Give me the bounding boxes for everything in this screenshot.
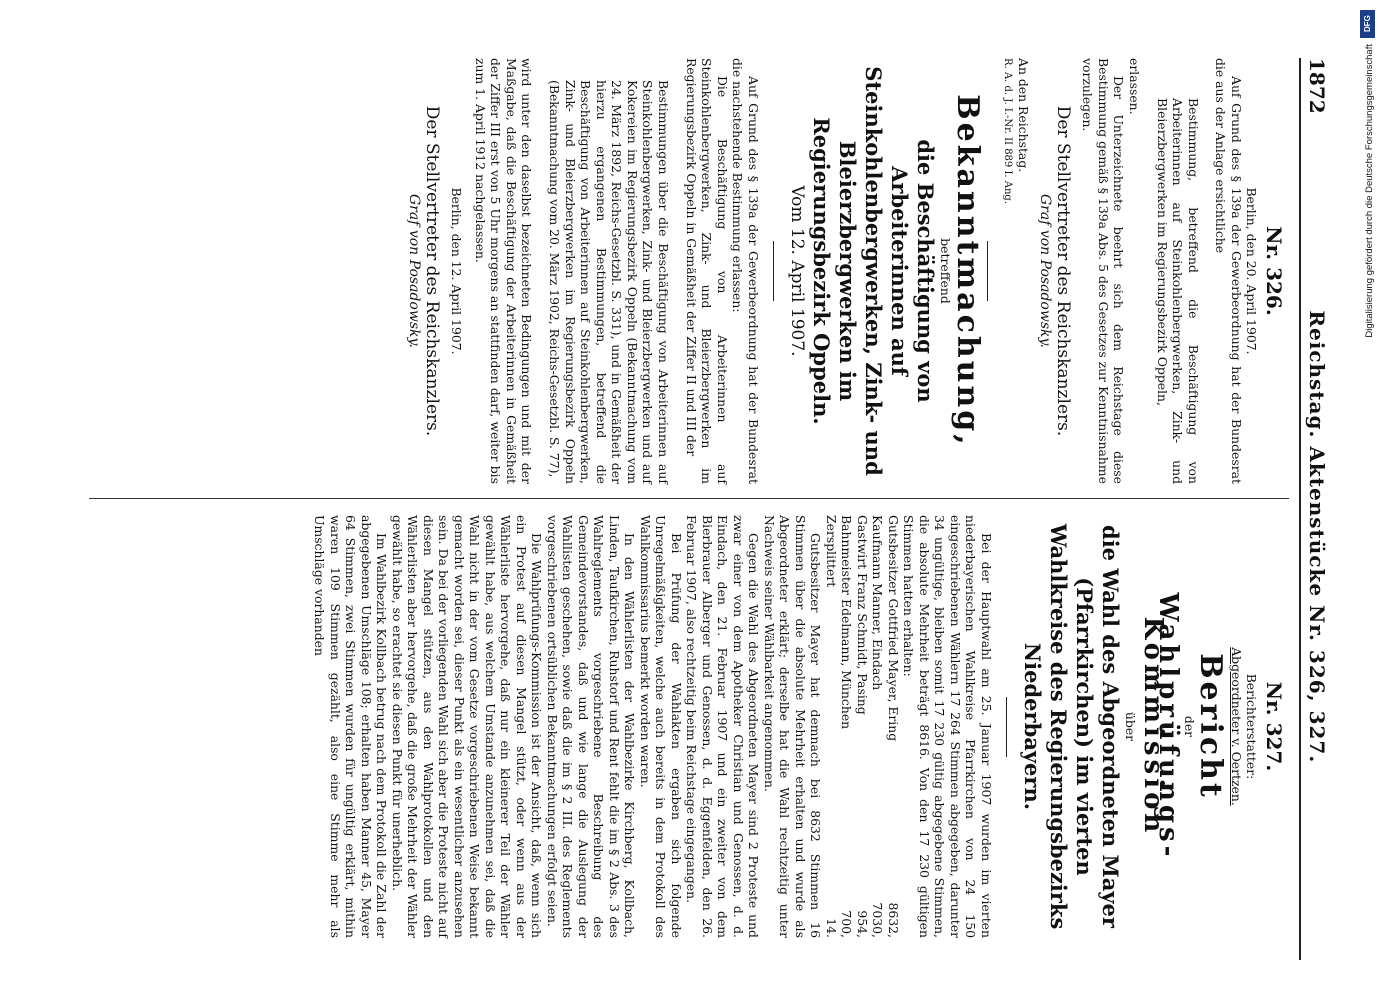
paragraph: Auf Grund des § 139a der Gewerbeordnung hat der Bundesrat die aus der Anlage ersichtliche xyxy=(1213,58,1244,484)
announcement-subject: die Beschäftigung von Arbeiterinnen auf Steinkohlenbergwerken, Zink- und Bleierzbergwerken im Regierungsbezirk Oppeln. xyxy=(808,66,938,476)
paragraph: Gegen die Wahl des Abgeordneten Mayer sind 2 Proteste und zwar einer von dem Apotheker Christian und Genossen, d. d. Eindach, den 21. Februar 1907 und ein zweiter von dem Bierbrauer Alberger und Genossen, d. d. Eggenfelden, den 26. Februar 1907, also rechtzeitig beim Reichstage eingegangen. xyxy=(684,515,762,938)
paragraph: Die Wahlprüfungs-Kommission ist der Ansicht, daß, wenn sich ein Protest auf diesen Mangel stützt, oder wenn aus der Wählerliste hervorgehe, daß nur ein kleinerer Teil der Wähler gewählt habe, aus welchem Umstande anzunehmen sei, daß die Wahl nicht in der vom Gesetze vorgeschriebenen Weise bekannt gemacht worden sei, dieser Punkt als ein wesentlicher anzusehen sein. Da bei der vorliegenden Wahl sich aber die Proteste nicht auf diesen Mangel stützen, aus den Wahlprotokollen und den Wählerlisten aber hervorgehe, daß die große Mehrheit der Wähler gewählt habe, so erachtet sie diesen Punkt für unerheblich. xyxy=(390,515,545,938)
divider xyxy=(773,241,774,301)
paragraph: Im Wahlbezirk Kollbach betrug nach dem Protokoll die Zahl der abgegebenen Umschläge 108; erhalten haben Manner 45, Mayer 64 Stimmen, zwei Stimmen wurden für ungültig erklärt, mithin waren 109 Stimmen gezählt, also eine Stimme mehr als Umschläge vorhanden xyxy=(312,515,390,938)
vote-row xyxy=(839,515,855,938)
addressee: An den Reichstag. xyxy=(1015,58,1031,173)
vote-count: 700, xyxy=(839,910,855,938)
page-header xyxy=(1305,58,1339,960)
vote-count: 954, xyxy=(855,910,870,938)
vote-row xyxy=(855,515,871,938)
page-number: 1872 xyxy=(1305,58,1329,114)
paragraph: Der Unterzeichnete beehrt sich dem Reichstage diese Bestimmung gemäß § 139a Abs. 5 des Gesetzes zur Kenntnisnahme vorzulegen. xyxy=(1080,58,1127,484)
candidate-name: Gastwirt Franz Schmidt, Pasing xyxy=(855,515,870,715)
reference-number: R. A. d. J. I.-Nr. II 889 I. Ang. xyxy=(1002,58,1014,205)
dfg-logo-icon: DFG xyxy=(1360,10,1375,38)
paragraph: Bei Prüfung der Wahlakten ergaben sich folgende Unregelmäßigkeiten, welche auch bereits in dem Protokoll des Wahlkommissarius bemerkt worden waren. xyxy=(638,515,684,938)
announcement-date: Vom 12. April 1907. xyxy=(786,185,807,357)
announcement-title: Bekanntmachung, xyxy=(949,94,985,448)
vote-row xyxy=(870,515,886,938)
signature-title: Der Stellvertreter des Reichskanzlers. xyxy=(421,105,442,437)
candidate-name: Zersplittert xyxy=(824,515,839,588)
paragraph: wird unter den daselbst bezeichneten Bedingungen und mit der Maßgabe, daß die Beschäftigung der Arbeiterinnen in Gemäßheit der Ziffer III erst von 5 Uhr morgens an stattfinden darf, weiter bis zum 1. April 1912 nachgelassen. xyxy=(472,58,535,484)
funding-note: Digitalisierung gefördert durch die Deutsche Forschungsgemeinschaft xyxy=(1364,44,1375,338)
paragraph: Die Beschäftigung von Arbeiterinnen auf Steinkohlenbergwerken, Zink- und Bleierzbergwerken im Regierungsbezirk Oppeln in Gemäßheit der Ziffer II und III der xyxy=(683,58,730,484)
header-rule xyxy=(1299,58,1301,960)
document-number-326: Nr. 326. xyxy=(1262,226,1286,316)
vote-row xyxy=(824,515,840,938)
dateline: Berlin, den 12. April 1907. xyxy=(449,187,465,355)
document-number-327: Nr. 327. xyxy=(1262,681,1286,772)
candidate-name: Kaufmann Manner, Eindach xyxy=(870,515,886,691)
dfg-stamp xyxy=(1359,10,1377,990)
vote-count: 14. xyxy=(824,918,839,938)
divider xyxy=(1006,697,1007,757)
right-column xyxy=(89,498,1289,938)
two-column-body xyxy=(89,58,1289,960)
vote-table xyxy=(824,515,902,938)
vote-count: 8632, xyxy=(886,902,901,938)
paragraph-quoted: Bestimmungen über die Beschäftigung von Arbeiterinnen auf Steinkohlenbergwerken, Zink- und Bleierzbergwerken und auf Kokereien im Regierungsbezirk Oppeln (Bekanntmachung vom 24. März 1892, Reichs-Gesetzbl. S. 331), und in Gemäßheit der hierzu ergangenen Bestimmungen, betreffend die Beschäftigung von Arbeiterinnen auf Steinkohlenbergwerken, Zink- und Bleierzbergwerken im Regierungsbezirk Oppeln (Bekanntmachung vom 20. März 1902, Reichs-Gesetzbl. S. 77), xyxy=(547,80,671,484)
dateline: Berlin, den 20. April 1907. xyxy=(1244,187,1260,355)
report-title: Bericht xyxy=(1193,653,1229,800)
divider xyxy=(987,241,988,301)
vote-row xyxy=(886,515,902,938)
rapporteur-label: Berichterstatter: xyxy=(1244,673,1260,780)
paragraph: Gutsbesitzer Mayer hat demnach bei 8632 Stimmen 16 Stimmen über die absolute Mehrheit erhalten und wurde als Abgeordneter erklärt; derselbe hat die Wahl rechtzeitig unter Nachweis seiner Wählbarkeit angenommen. xyxy=(762,515,824,938)
signature-name: Graf von Posadowsky. xyxy=(406,193,423,348)
vote-count: 7030, xyxy=(870,902,886,938)
left-column xyxy=(89,58,1289,498)
signature-title: Der Stellvertreter des Reichskanzlers. xyxy=(1052,105,1073,437)
paragraph-quoted: Bestimmung, betreffend die Beschäftigung von Arbeiterinnen auf Steinkohlenbergwerken, Zink- und Bleierzbergwerken im Regierungsbezirk Oppeln, xyxy=(1154,98,1201,484)
report-subject: die Wahl des Abgeordneten Mayer (Pfarrkirchen) im vierten Wahlkreise des Regierungsbezirks Niederbayern. xyxy=(1020,523,1123,930)
signature-name: Graf von Posadowsky. xyxy=(1037,193,1054,348)
commission-name: Wahlprüfungs-Kommission xyxy=(1138,592,1184,861)
rapporteur-name: Abgeordneter v. Oertzen. xyxy=(1229,647,1244,806)
candidate-name: Gutsbesitzer Gottfried Mayer, Ering xyxy=(886,515,901,742)
betreffend: betreffend xyxy=(938,238,954,304)
ueber: über xyxy=(1123,711,1139,742)
running-head: Reichstag. Aktenstücke Nr. 326, 327. xyxy=(1305,310,1329,764)
der: der xyxy=(1182,715,1197,738)
paragraph-end: erlassen. xyxy=(1126,58,1142,115)
candidate-name: Bahnmeister Edelmann, München xyxy=(839,515,855,730)
paragraph: Auf Grund des § 139a der Gewerbeordnung hat der Bundesrat die nachstehende Bestimmung erlassen: xyxy=(730,58,761,484)
paragraph: In den Wählerlisten der Wahlbezirke Kirchberg, Kollbach, Linden, Taufkirchen, Ruhstorf und Rent fehlt die im § 2 Abs. 3 des Wahlreglements vorgeschriebene Beschreibung des Gemeindevorstandes, daß und wie lange die Auslegung der Wahllisten geschehen, sowie daß die im § 2 III. des Reglements vorgeschriebenen ortsüblichen Bekanntmachungen erfolgt seien. xyxy=(545,515,638,938)
paragraph: Bei der Hauptwahl am 25. Januar 1907 wurden im vierten niederbayerischen Wahlkreise Pfarrkirchen von 24 150 eingeschriebenen Wählern 17 264 Stimmen abgegeben, darunter 34 ungültige, bleiben somit 17 230 gültig abgegebene Stimmen, die absolute Mehrheit beträgt 8616. Von den 17 230 gültigen Stimmen hatten erhalten: xyxy=(901,515,994,938)
